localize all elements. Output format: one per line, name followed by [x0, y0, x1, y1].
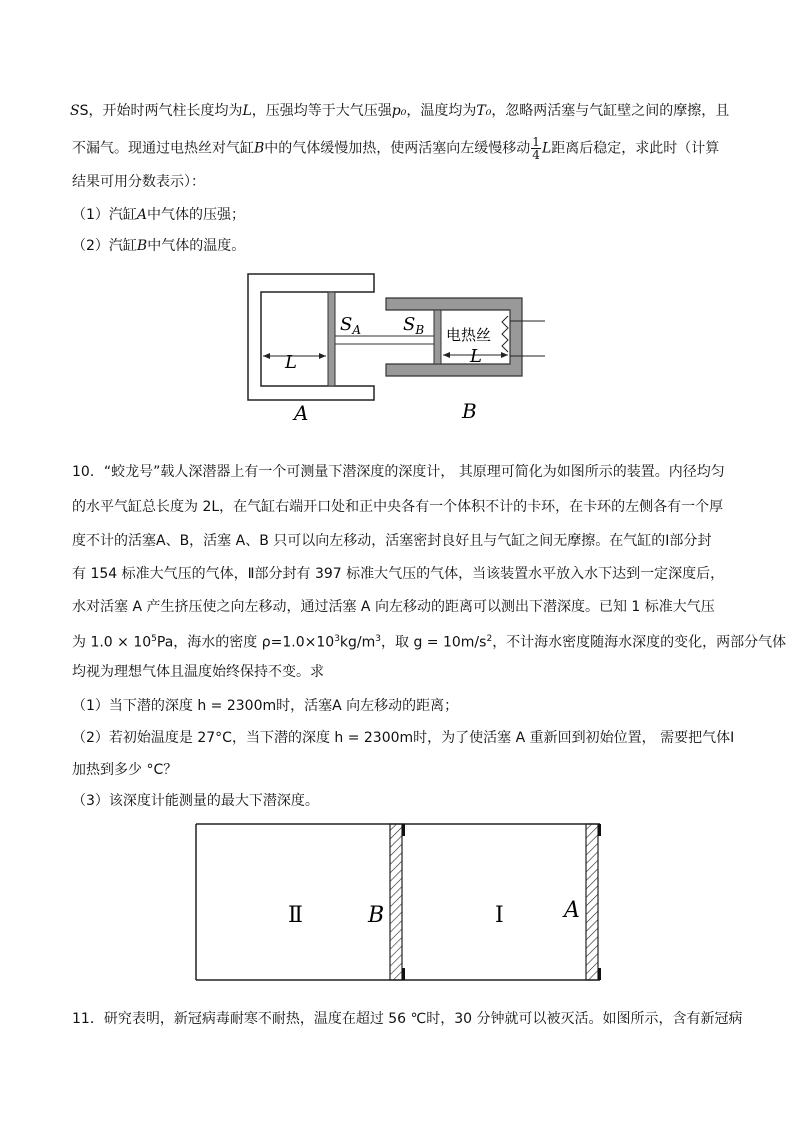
- piston-a: [328, 292, 335, 386]
- stop-ring-a-top: [598, 824, 601, 836]
- q9-sub-2: （2）汽缸B中气体的温度。: [72, 238, 246, 254]
- q10-line-3: 度不计的活塞A、B，活塞 A、B 只可以向左移动，活塞密封良好且与气缸之间无摩擦。在气缸的Ⅰ部分封: [72, 533, 712, 549]
- q10-line-5: 水对活塞 A 产生挤压使之向左移动，通过活塞 A 向左移动的距离可以测出下潜深度。已知 1 标准大气压: [72, 599, 715, 615]
- stop-ring-a-bottom: [598, 968, 601, 980]
- label-region-i: Ⅰ: [495, 903, 504, 928]
- piston-b: [390, 824, 402, 980]
- label-length-b: L: [470, 346, 482, 367]
- stop-ring-b-bottom: [402, 968, 405, 980]
- label-cylinder-b: B: [462, 399, 477, 423]
- q11-line-1: 11．研究表明，新冠病毒耐寒不耐热，温度在超过 56 ℃时，30 分钟就可以被灭活。如图所示，含有新冠病: [72, 1011, 743, 1027]
- fraction-one-quarter: $\frac{1}{4}$: [532, 135, 540, 162]
- stop-ring-b-top: [402, 824, 405, 836]
- piston-a: [586, 824, 598, 980]
- label-heater: 电热丝: [446, 326, 492, 344]
- q10-sub-2-cont: 加热到多少 °C？: [72, 762, 178, 778]
- label-piston-b: B: [368, 903, 385, 928]
- q9-sub-1: （1）汽缸A中气体的压强；: [72, 207, 246, 223]
- q10-sub-2: （2）若初始温度是 27°C，当下潜的深度 h = 2300m时，为了使活塞 A 重新回到初始位置， 需要把气体Ⅰ: [72, 730, 735, 746]
- q9-line-2: 不漏气。现通过电热丝对气缸B中的气体缓慢加热，使两活塞向左缓慢移动 $\frac{1}{4}$ L距离后稳定，求此时（计算: [72, 135, 720, 162]
- label-cylinder-a: A: [294, 401, 309, 425]
- q10-line-6: 为 $1.0 \times 10^5Pa$，海水的密度 $\rho=1.0\times 10^3kg/m^3$，取 $g = 10m/s^2$，不计海水密度随海水深度的变化，两部分气体: [72, 634, 787, 651]
- depth-gauge-diagram: [190, 818, 610, 990]
- q9-line-1: SS，开始时两气柱长度均为L，压强均等于大气压强p₀，温度均为T₀，忽略两活塞与气缸壁之间的摩擦，且: [70, 103, 730, 119]
- connecting-rod: [335, 336, 434, 344]
- q10-sub-3: （3）该深度计能测量的最大下潜深度。: [72, 793, 319, 809]
- q10-line-7: 均视为理想气体且温度始终保持不变。求: [72, 664, 324, 680]
- q10-line-1: 10．“蛟龙号”载人深潜器上有一个可测量下潜深度的深度计， 其原理可简化为如图所示的装置。内径均匀: [72, 464, 725, 480]
- label-region-ii: Ⅱ: [288, 903, 303, 928]
- q10-sub-1: （1）当下潜的深度 h = 2300m时，活塞A 向左移动的距离；: [72, 698, 459, 714]
- label-sa: $S_A$: [340, 314, 362, 337]
- label-length-a: L: [285, 352, 297, 373]
- q10-line-4: 有 154 标准大气压的气体，Ⅱ部分封有 397 标准大气压的气体，当该装置水平放入水下达到一定深度后，: [72, 566, 725, 582]
- piston-b: [434, 310, 441, 364]
- q9-line-3: 结果可用分数表示）：: [72, 174, 205, 190]
- label-piston-a: A: [564, 898, 580, 923]
- q10-line-2: 的水平气缸总长度为 2L，在气缸右端开口处和正中央各有一个体积不计的卡环，在卡环的左侧各有一个厚: [72, 499, 724, 515]
- cylinder-diagram-ab: [240, 268, 560, 428]
- heater-coil: [502, 316, 508, 352]
- label-sb: $S_B$: [403, 314, 425, 337]
